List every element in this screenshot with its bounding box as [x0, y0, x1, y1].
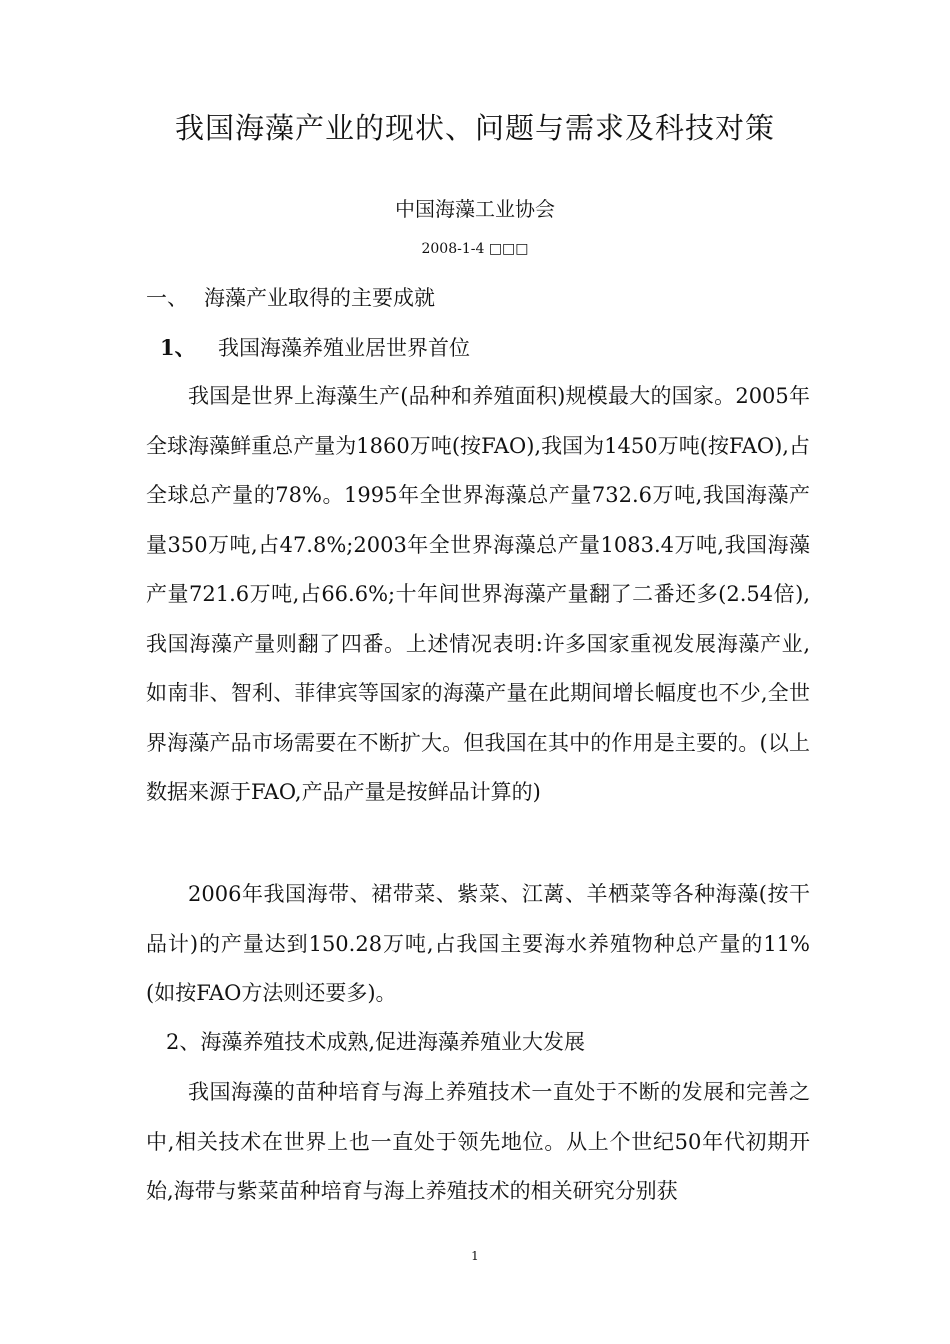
body-paragraph-3: 我国海藻的苗种培育与海上养殖技术一直处于不断的发展和完善之中,相关技术在世界上也一直处于领先地位。从上个世纪50年代初期开始,海带与紫菜苗种培育与海上养殖技术的相关研究分别获 [146, 1080, 810, 1203]
section-title: 海藻产业取得的主要成就 [204, 286, 435, 310]
publish-date: 2008-1-4 □□□ [421, 241, 529, 257]
body-paragraph-2: 2006年我国海带、裙带菜、紫菜、江蓠、羊栖菜等各种海藻(按干品计)的产量达到150.28万吨,占我国主要海水养殖物种总产量的11%(如按FAO方法则还要多)。 [146, 882, 810, 1005]
section-heading-1 [146, 282, 435, 314]
subsection-title: 我国海藻养殖业居世界首位 [218, 336, 470, 360]
subsection-heading-2: 2、海藻养殖技术成熟,促进海藻养殖业大发展 [166, 1030, 586, 1054]
page-number: 1 [471, 1249, 479, 1263]
section-number: 一、 [146, 286, 188, 310]
subsection-number: 1、 [160, 335, 196, 360]
subsection-heading-1 [160, 332, 470, 364]
document-title: 我国海藻产业的现状、问题与需求及科技对策 [174, 111, 775, 145]
author-organization: 中国海藻工业协会 [395, 197, 555, 221]
body-paragraph-1: 我国是世界上海藻生产(品种和养殖面积)规模最大的国家。2005年全球海藻鲜重总产量为1860万吨(按FAO),我国为1450万吨(按FAO),占全球总产量的78%。1995年全世界海藻总产量732.6万吨,我国海藻产量350万吨,占47.8%;2003年全世界海藻总产量1083.4万吨,我国海藻产量721.6万吨,占66.6%;十年间世界海藻产量翻了二番还多(2.54倍),我国海藻产量则翻了四番。上述情况表明:许多国家重视发展海藻产业,如南非、智利、菲律宾等国家的海藻产量在此期间增长幅度也不少,全世界海藻产品市场需要在不断扩大。但我国在其中的作用是主要的。(以上数据来源于FAO,产品产量是按鲜品计算的) [146, 384, 810, 804]
